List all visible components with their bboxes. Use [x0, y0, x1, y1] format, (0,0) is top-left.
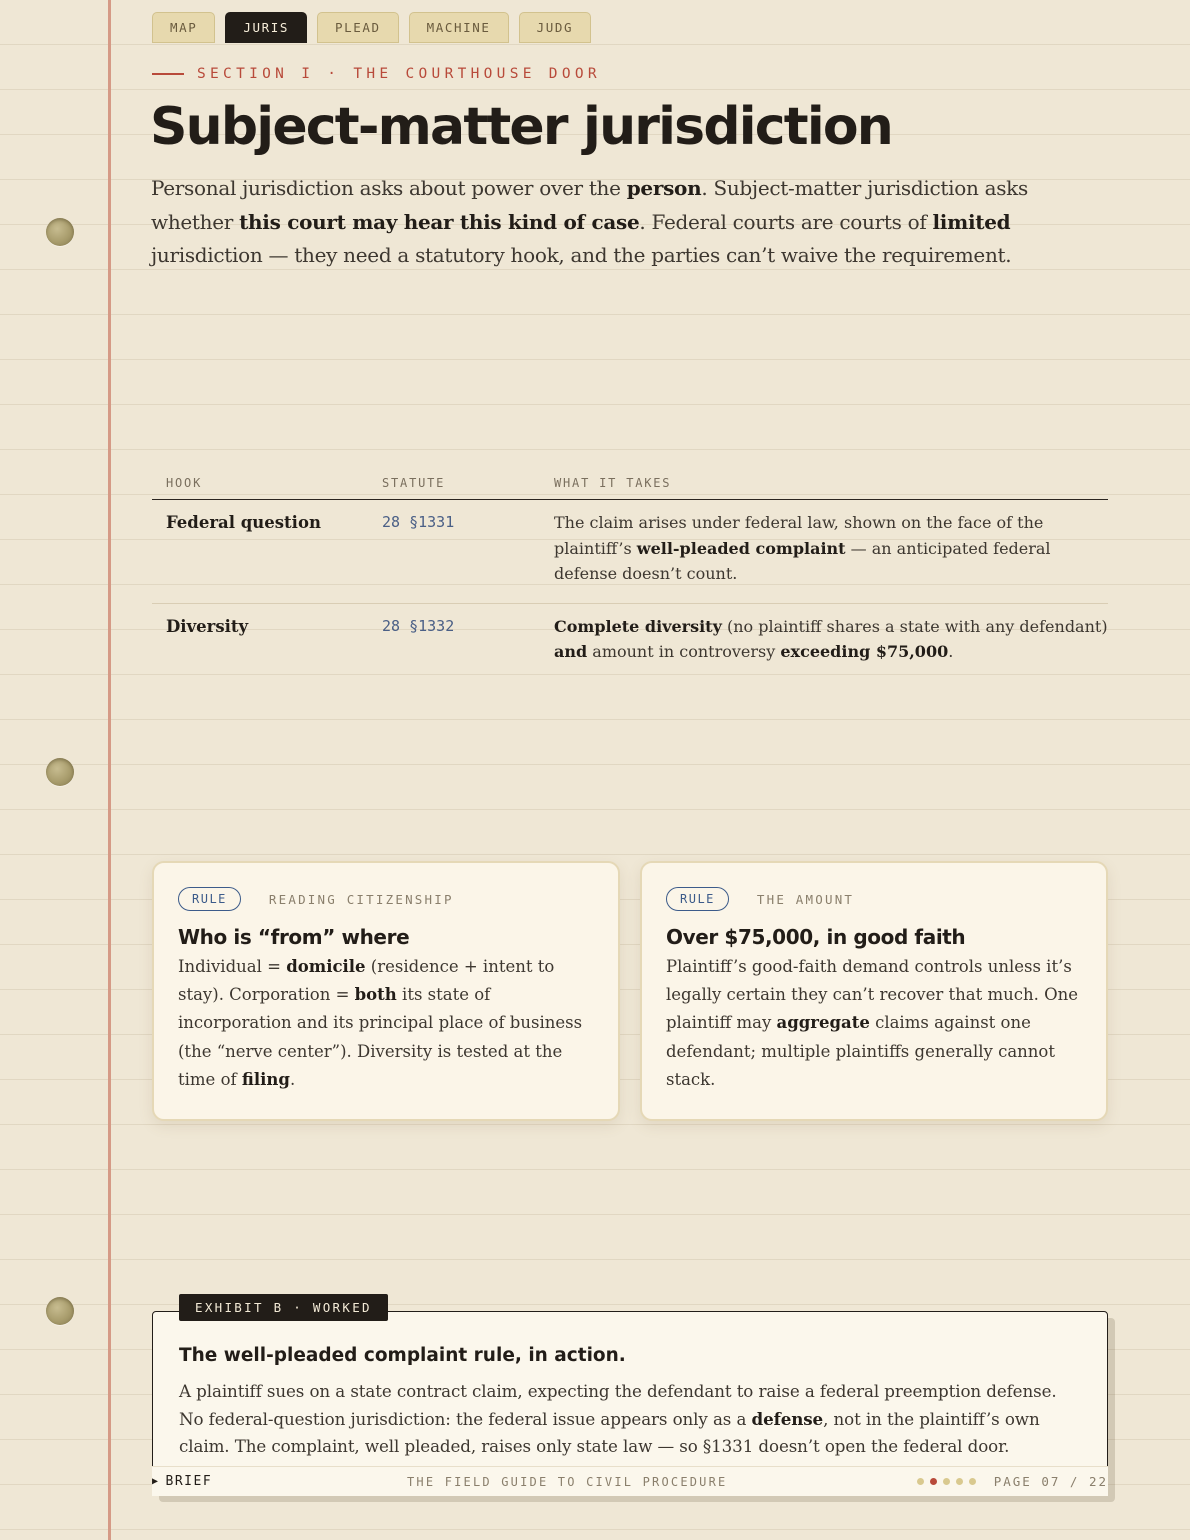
emphasis: well-pleaded complaint	[636, 538, 846, 558]
binder-hole-icon	[46, 1297, 74, 1325]
column-header-hook: HOOK	[166, 476, 203, 490]
hook-name: Diversity	[166, 616, 249, 636]
section-kicker	[152, 66, 601, 82]
emphasis: exceeding $75,000	[780, 642, 949, 661]
progress-dot[interactable]	[956, 1478, 963, 1485]
column-header-what-it-takes: WHAT IT TAKES	[554, 476, 672, 490]
card-body: Plaintiff’s good-faith demand controls unless it’s legally certain they can’t recover that much. One plaintiff may aggregate claims against one defendant; multiple plaintiffs generally cannot stack.	[666, 957, 1079, 1089]
column-header-statute: STATUTE	[382, 476, 446, 490]
page-footer	[152, 1466, 1108, 1496]
binder-hole-icon	[46, 218, 74, 246]
tab-bar	[152, 12, 591, 43]
emphasis: domicile	[286, 957, 366, 976]
emphasis: and	[554, 642, 588, 661]
hook-requirement: Complete diversity (no plaintiff shares a state with any defendant) and amount in controversy exceeding $75,000.	[554, 616, 1108, 661]
exhibit-heading: The well-pleaded complaint rule, in action.	[179, 1345, 626, 1366]
exhibit-body: A plaintiff sues on a state contract claim, expecting the defendant to raise a federal preemption defense. No federal-question jurisdiction: the federal issue appears only as a defense, not in the plaintiff’s own claim. The complaint, well pleaded, raises only state law — so §1331 doesn’t open the federal door.	[179, 1381, 1057, 1456]
margin-line	[108, 0, 111, 1540]
page-indicator: PAGE 07 / 22	[993, 1474, 1108, 1489]
rule-card-amount	[640, 861, 1108, 1121]
card-heading: Who is “from” where	[178, 925, 410, 949]
emphasis: person	[626, 176, 702, 200]
binder-hole-icon	[46, 758, 74, 786]
lede-paragraph: Personal jurisdiction asks about power over the person. Subject-matter jurisdiction asks whether this court may hear this kind of case. Federal courts are courts of limited jurisdiction — they need a statutory hook, and the parties can’t waive the requirement.	[151, 176, 1028, 267]
emphasis: this court may hear this kind of case	[239, 209, 640, 234]
card-meta	[666, 885, 1082, 913]
rule-badge: RULE	[178, 887, 241, 911]
exhibit-tag: EXHIBIT B · WORKED	[179, 1294, 388, 1321]
progress-dot[interactable]	[943, 1478, 950, 1485]
emphasis: both	[354, 985, 397, 1005]
progress-dot[interactable]	[917, 1478, 924, 1485]
tab-judg[interactable]: JUDG	[519, 12, 592, 43]
kicker-text: SECTION I · THE COURTHOUSE DOOR	[197, 66, 601, 82]
card-heading: Over $75,000, in good faith	[666, 925, 966, 949]
progress-dot[interactable]	[930, 1478, 937, 1485]
emphasis: Complete diversity	[554, 616, 722, 636]
brief-toggle[interactable]	[152, 1474, 212, 1489]
rule-badge: RULE	[666, 887, 729, 911]
kicker-rule	[152, 73, 184, 75]
page-progress	[917, 1474, 1108, 1489]
card-body: Individual = domicile (residence + intent to stay). Corporation = both its state of incorporation and its principal place of business (the “nerve center”). Diversity is tested at the time of filing.	[178, 957, 583, 1089]
tab-plead[interactable]: PLEAD	[317, 12, 399, 43]
card-label: THE AMOUNT	[756, 891, 855, 907]
hook-requirement: The claim arises under federal law, shown on the face of the plaintiff’s well-pleaded complaint — an anticipated federal defense doesn’t count.	[554, 513, 1051, 583]
statute-cite: 28 §1332	[382, 616, 455, 635]
table-row	[152, 500, 1108, 604]
emphasis: aggregate	[776, 1013, 870, 1033]
page-title: Subject-matter jurisdiction	[150, 97, 893, 157]
brief-label: BRIEF	[165, 1474, 213, 1489]
tab-machine[interactable]: MACHINE	[409, 12, 509, 43]
progress-dots	[917, 1478, 976, 1485]
table-row	[152, 604, 1108, 681]
tab-map[interactable]: MAP	[152, 12, 215, 43]
rule-card-citizenship	[152, 861, 620, 1121]
triangle-right-icon: ▶	[152, 1476, 160, 1487]
emphasis: filing	[241, 1069, 290, 1089]
table-header	[152, 467, 1108, 500]
statute-cite: 28 §1331	[382, 513, 455, 531]
hook-name: Federal question	[166, 513, 321, 532]
tab-juris[interactable]: JURIS	[225, 12, 307, 43]
jurisdiction-hooks-table	[152, 467, 1108, 681]
progress-dot[interactable]	[969, 1478, 976, 1485]
emphasis: defense	[751, 1408, 824, 1429]
emphasis: limited	[932, 209, 1011, 234]
book-title: THE FIELD GUIDE TO CIVIL PROCEDURE	[407, 1474, 728, 1489]
card-label: READING CITIZENSHIP	[268, 891, 454, 907]
card-meta	[178, 885, 594, 913]
